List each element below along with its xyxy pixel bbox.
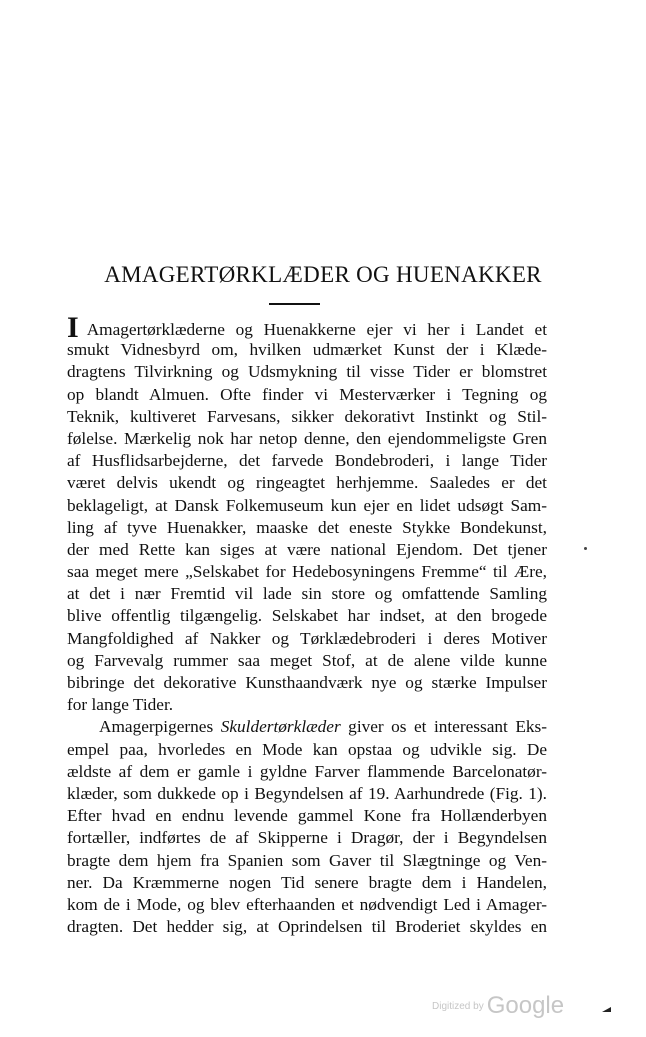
body-text: [67, 317, 547, 938]
first-line-rest: giver os et interessant Eks-: [348, 717, 547, 737]
text-line: dragten. Det hedder sig, at Oprindelsen til Broderiet skyldes en: [67, 917, 547, 937]
text-line: at det i nær Fremtid vil lade sin store og omfattende Samling: [67, 584, 547, 604]
paragraph-1: [67, 317, 547, 716]
text-line: bragte dem hjem fra Spanien som Gaver til Slægtninge og Ven-: [67, 850, 547, 870]
text-line: der med Rette kan siges at være national Ejendom. Det tjener: [67, 539, 547, 559]
text-line: op blandt Almuen. Ofte finder vi Mesterværker i Tegning og: [67, 384, 547, 404]
digitized-by-google-watermark: [432, 992, 564, 1020]
corner-mark-icon: [602, 1007, 611, 1012]
text-line: [67, 317, 547, 339]
text-line: ling af tyve Huenakker, maaske det eneste Stykke Bondekunst,: [67, 517, 547, 537]
text-line: saa meget mere „Selskabet for Hedebosyningens Fremme“ til Ære,: [67, 562, 547, 582]
text-line: smukt Vidnesbyrd om, hvilken udmærket Kunst der i Klæde-: [67, 340, 547, 360]
text-line: ældste af dem er gamle i gyldne Farver flammende Barcelonatør-: [67, 761, 547, 781]
text-line: og Farvevalg rummer saa meget Stof, at de alene vilde kunne: [67, 650, 547, 670]
text-line: kom de i Mode, og blev efterhaanden et nødvendigt Led i Amager-: [67, 894, 547, 914]
text-line: Mangfoldighed af Nakker og Tørklædebroderi i deres Motiver: [67, 628, 547, 648]
text-line: blive offentlig tilgængelig. Selskabet har indset, at den brogede: [67, 606, 547, 626]
google-logo: Google: [486, 992, 565, 1019]
first-line-text: Amagertørklæderne og Huenakkerne ejer vi her i Landet et: [86, 320, 547, 339]
text-line: fortæller, indførtes de af Skipperne i Dragør, der i Begyndelsen: [67, 828, 547, 848]
text-line: af Husflidsarbejderne, det farvede Bondebroderi, i lange Tider: [67, 451, 547, 471]
title-rule: [269, 303, 320, 305]
paragraph-2: [67, 716, 547, 938]
drop-cap: I: [67, 317, 79, 340]
text-line: for lange Tider.: [67, 695, 174, 715]
text-line: Teknik, kultiveret Farvesans, sikker dekorativt Instinkt og Stil-: [67, 406, 547, 426]
chapter-title: AMAGERTØRKLÆDER OG HUENAKKER: [104, 262, 542, 287]
digitized-by-text: Digitized by: [432, 1001, 484, 1012]
text-line: empel paa, hvorledes en Mode kan opstaa og udvikle sig. De: [67, 739, 547, 759]
text-line: bibringe det dekorative Kunsthaandværk nye og stærke Impulser: [67, 673, 547, 692]
text-line: [67, 716, 547, 738]
text-line: beklageligt, at Dansk Folkemuseum kun ejer en lidet udsøgt Sam-: [67, 495, 547, 515]
paper-speck: [584, 547, 587, 550]
text-line: været delvis ukendt og ringeagtet herhjemme. Saaledes er det: [67, 473, 547, 493]
text-line: ner. Da Kræmmerne nogen Tid senere bragte dem i Handelen,: [67, 872, 547, 892]
first-line-lead: Amagerpigernes: [99, 717, 214, 737]
italic-term: Skuldertørklæder: [220, 717, 341, 737]
text-line: Efter hvad en endnu levende gammel Kone fra Hollænderbyen: [67, 806, 547, 826]
text-line: følelse. Mærkelig nok har netop denne, den ejendommeligste Gren: [67, 428, 547, 448]
text-line: klæder, som dukkede op i Begyndelsen af 19. Aarhundrede (Fig. 1).: [67, 783, 547, 803]
text-line: dragtens Tilvirkning og Udsmykning til visse Tider er blomstret: [67, 362, 547, 382]
